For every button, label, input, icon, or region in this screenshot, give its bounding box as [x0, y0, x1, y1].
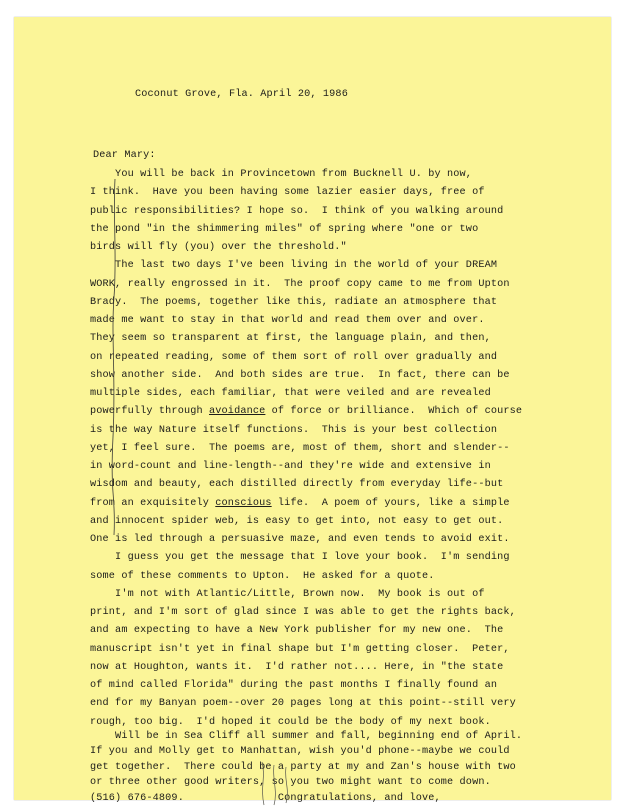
letter-line [90, 516, 503, 528]
letter-line-text: multiple sides, each familiar, that were veiled and are revealed [90, 388, 491, 399]
letter-line-text: show another side. And both sides are true. In fact, there can be [90, 369, 510, 381]
letter-line [90, 717, 491, 729]
letter-line [90, 333, 491, 345]
letter-line [90, 297, 497, 309]
handwritten-margin-mark [110, 177, 120, 537]
letter-body [90, 17, 610, 804]
letter-line-text: and am expecting to have a New York publisher for my new one. The [90, 625, 504, 637]
letter-line-text: Will be in Sea Cliff all summer and fall, beginning end of April. [90, 730, 523, 742]
letter-line-text: print, and I'm sort of glad since I was able to get the rights back, [90, 607, 516, 618]
letter-line-text: of mind called Florida" during the past months I finally found an [90, 680, 498, 691]
letter-line-text: One is led through a persuasive maze, and even tends to avoid exit. [90, 534, 510, 545]
underlined-word: conscious [215, 497, 272, 509]
letter-line-text: life. A poem of yours, like a simple [271, 497, 510, 509]
letter-line-text: They seem so transparent at first, the language plain, and then, [90, 333, 491, 345]
letter-line [90, 498, 510, 510]
letter-line [90, 279, 510, 291]
letter-line-text: wisdom and beauty, each distilled directly from everyday life--but [90, 479, 504, 491]
letter-line [90, 479, 503, 491]
letter-line [90, 662, 503, 674]
letter-line-text: and innocent spider web, is easy to get into, not easy to get out. [90, 515, 504, 527]
letter-line-text: I'm not with Atlantic/Little, Brown now. My book is out of [90, 588, 485, 600]
letter-line [90, 534, 510, 546]
letter-line [90, 352, 497, 364]
letter-line [90, 443, 510, 455]
letter-line [90, 224, 478, 236]
letter-line [90, 406, 522, 418]
underlined-word: avoidance [209, 406, 266, 418]
letter-line-text: is the way Nature itself functions. This is your best collection [90, 424, 498, 436]
letter-line-text: The last two days I've been living in the world of your DREAM [90, 260, 498, 272]
letter-header: Coconut Grove, Fla. April 20, 1986 [135, 89, 348, 100]
letter-line-text: from an exquisitely [90, 497, 216, 509]
letter-line-text: get together. There could be a party at my and Zan's house with two [90, 761, 516, 773]
letter-line-text: in word-count and line-length--and they're wide and extensive in [90, 461, 491, 472]
letter-line-text: made me want to stay in that world and read them over and over. [90, 315, 485, 326]
letter-line-text: now at Houghton, wants it. I'd rather not.... Here, in "the state [90, 661, 504, 673]
letter-line-text: on repeated reading, some of them sort of roll over gradually and [90, 351, 498, 363]
letter-line-text: of force or brilliance. Which of course [265, 406, 523, 418]
letter-line-text: or three other good writers, so you two might want to come down. [90, 777, 491, 789]
letter-line [90, 698, 516, 710]
letter-line-text: public responsibilities? I hope so. I think of you walking around [90, 205, 504, 217]
letter-line [90, 607, 516, 619]
letter-line-text: (516) 676-4809. Congratulations, and love, [90, 792, 441, 804]
letter-line [90, 625, 503, 637]
letter-line [90, 388, 491, 400]
letter-line [90, 370, 510, 382]
letter-line [90, 425, 497, 437]
letter-line [90, 315, 485, 327]
letter-line-text: Brady. The poems, together like this, radiate an atmosphere that [90, 296, 498, 308]
letter-line [90, 644, 510, 656]
letter-line [90, 680, 497, 692]
letter-line [90, 571, 435, 583]
letter-line-text: WORK, really engrossed in it. The proof copy came to me from Upton [90, 278, 510, 290]
letter-line [90, 552, 510, 564]
letter-line-text: manuscript isn't yet in final shape but I'm getting closer. Peter, [90, 643, 510, 655]
letter-line [90, 169, 472, 181]
letter-salutation: Dear Mary: [93, 150, 156, 161]
letter-line-text: the pond "in the shimmering miles" of spring where "one or two [90, 223, 479, 235]
letter-line-text: rough, too big. I'd hoped it could be the body of my next book. [90, 716, 491, 728]
letter-line-text: I guess you get the message that I love your book. I'm sending [90, 552, 510, 564]
letter-line [90, 206, 503, 218]
letter-line [90, 260, 497, 272]
letter-line-text: If you and Molly get to Manhattan, wish you'd phone--maybe we could [90, 746, 510, 758]
letter-line-text: I think. Have you been having some lazier easier days, free of [90, 187, 485, 199]
letter-line [90, 242, 347, 254]
letter-line [90, 461, 491, 473]
letter-line [90, 589, 485, 601]
letter-line [90, 731, 522, 743]
letter-line-text: birds will fly (you) over the threshold." [90, 242, 347, 253]
letter-line-text: some of these comments to Upton. He asked for a quote. [90, 570, 435, 582]
letter-line-text: You will be back in Provincetown from Bucknell U. by now, [90, 169, 473, 180]
letter-line [90, 187, 485, 199]
letter-line-text: powerfully through [90, 406, 210, 418]
letter-page [14, 17, 611, 804]
letter-line-text: yet, I feel sure. The poems are, most of them, short and slender-- [90, 442, 510, 454]
letter-line-text: end for my Banyan poem--over 20 pages long at this point--still very [90, 698, 516, 710]
